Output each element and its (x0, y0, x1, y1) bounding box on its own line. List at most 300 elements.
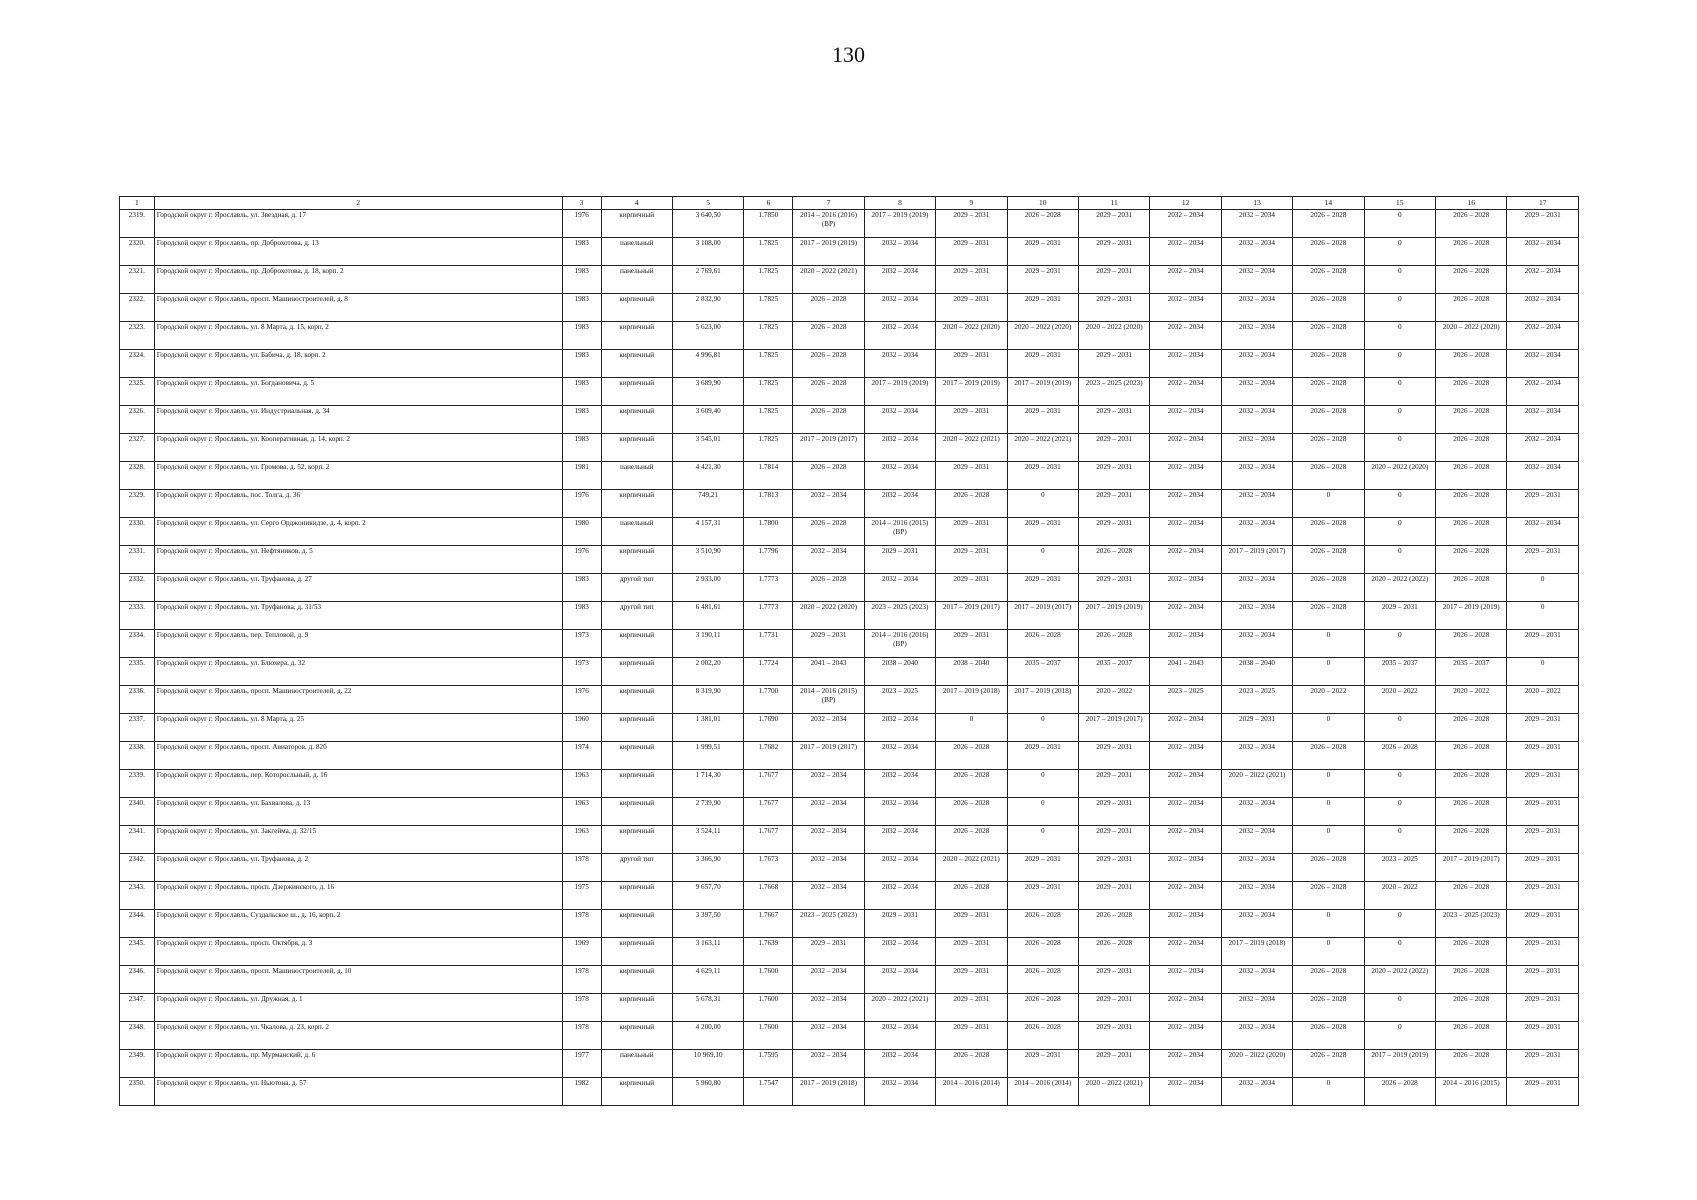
row-number-cell: 2342. (120, 854, 155, 882)
table-cell: 2032 – 2034 (1221, 966, 1292, 994)
address-cell: Городской округ г. Ярославль, ул. Серго Орджоникидзе, д. 4, корп. 2 (154, 518, 562, 546)
table-cell: кирпичный (601, 686, 672, 714)
table-cell: 2026 – 2028 (936, 798, 1007, 826)
row-number-cell: 2346. (120, 966, 155, 994)
table-cell: 5 678,31 (672, 994, 743, 1022)
table-cell: кирпичный (601, 742, 672, 770)
table-cell: 2032 – 2034 (1221, 238, 1292, 266)
table-cell: 2026 – 2028 (1436, 490, 1507, 518)
table-cell: 4 157,31 (672, 518, 743, 546)
table-cell: 2029 – 2031 (936, 350, 1007, 378)
table-cell: кирпичный (601, 490, 672, 518)
address-cell: Городской округ г. Ярославль, ул. Дружная, д. 1 (154, 994, 562, 1022)
table-cell: 2023 – 2025 (864, 686, 935, 714)
table-row (120, 378, 1579, 406)
table-cell: 6 481,61 (672, 602, 743, 630)
table-cell: 1983 (562, 434, 601, 462)
table-cell: 2032 – 2034 (793, 882, 864, 910)
table-row (120, 462, 1579, 490)
table-cell: 2032 – 2034 (1507, 406, 1579, 434)
table-cell: 2032 – 2034 (1221, 406, 1292, 434)
table-cell: 0 (1364, 546, 1435, 574)
table-cell: 2026 – 2028 (793, 378, 864, 406)
table-cell: 3 397,50 (672, 910, 743, 938)
table-cell: 2041 – 2043 (1150, 658, 1221, 686)
table-cell: 2014 – 2016 (2014) (1007, 1078, 1078, 1106)
table-cell: кирпичный (601, 1078, 672, 1106)
table-cell: 1978 (562, 910, 601, 938)
table-cell: 2020 – 2022 (1078, 686, 1149, 714)
table-cell: 2032 – 2034 (1150, 434, 1221, 462)
address-cell: Городской округ г. Ярославль, просп. Октября, д. 3 (154, 938, 562, 966)
table-cell: 2029 – 2031 (1078, 350, 1149, 378)
table-cell: 2026 – 2028 (1436, 882, 1507, 910)
table-cell: 0 (1364, 238, 1435, 266)
table-row (120, 1078, 1579, 1106)
table-cell: 2023 – 2025 (2023) (1436, 910, 1507, 938)
table-cell: другой тип (601, 854, 672, 882)
table-cell: 0 (1507, 602, 1579, 630)
table-cell: 1983 (562, 406, 601, 434)
table-row (120, 798, 1579, 826)
table-cell: 2032 – 2034 (1221, 462, 1292, 490)
table-cell: 1978 (562, 854, 601, 882)
table-cell: 3 366,90 (672, 854, 743, 882)
table-cell: 1977 (562, 1050, 601, 1078)
table-cell: 2032 – 2034 (1221, 210, 1292, 238)
table-cell: 1.7800 (744, 518, 793, 546)
table-cell: 2029 – 2031 (1078, 1022, 1149, 1050)
table-cell: 2026 – 2028 (936, 1050, 1007, 1078)
table-cell: 2029 – 2031 (1507, 1022, 1579, 1050)
table-cell: 2029 – 2031 (936, 546, 1007, 574)
table-cell: 2026 – 2028 (1293, 406, 1364, 434)
table-cell: 2032 – 2034 (1150, 378, 1221, 406)
table-cell: 2026 – 2028 (1436, 938, 1507, 966)
row-number-cell: 2320. (120, 238, 155, 266)
table-cell: 2029 – 2031 (1507, 770, 1579, 798)
address-cell: Городской округ г. Ярославль, ул. Индустриальная, д. 34 (154, 406, 562, 434)
table-cell: 2032 – 2034 (864, 1022, 935, 1050)
table-cell: 2026 – 2028 (1436, 266, 1507, 294)
table-cell: 0 (1007, 714, 1078, 742)
table-cell: 2029 – 2031 (1078, 434, 1149, 462)
row-number-cell: 2348. (120, 1022, 155, 1050)
table-cell: 2032 – 2034 (1150, 546, 1221, 574)
row-number-cell: 2336. (120, 686, 155, 714)
table-cell: 2032 – 2034 (1221, 742, 1292, 770)
table-cell: 2026 – 2028 (1293, 1050, 1364, 1078)
table-cell: 2026 – 2028 (793, 574, 864, 602)
table-cell: 2032 – 2034 (1507, 294, 1579, 322)
table-cell: 1978 (562, 966, 601, 994)
table-row (120, 406, 1579, 434)
table-body (120, 210, 1579, 1106)
table-cell: 2029 – 2031 (1507, 742, 1579, 770)
table-row (120, 294, 1579, 322)
table-cell: 2035 – 2037 (1436, 658, 1507, 686)
table-cell: 2032 – 2034 (864, 714, 935, 742)
table-cell: 2029 – 2031 (1007, 574, 1078, 602)
table-cell: 2020 – 2022 (2022) (1364, 574, 1435, 602)
table-cell: 2029 – 2031 (1007, 406, 1078, 434)
row-number-cell: 2347. (120, 994, 155, 1022)
table-cell: 2026 – 2028 (1436, 1022, 1507, 1050)
table-cell: 1.7724 (744, 658, 793, 686)
table-cell: 2014 – 2016 (2016) (ВР) (864, 630, 935, 658)
table-cell: 2029 – 2031 (1078, 742, 1149, 770)
table-cell: 2032 – 2034 (1221, 826, 1292, 854)
table-cell: 1.7677 (744, 770, 793, 798)
table-cell: 2032 – 2034 (793, 1022, 864, 1050)
table-cell: кирпичный (601, 434, 672, 462)
table-cell: 1 714,30 (672, 770, 743, 798)
table-cell: 1983 (562, 350, 601, 378)
table-cell: 2026 – 2028 (1007, 994, 1078, 1022)
table-cell: 2026 – 2028 (1436, 742, 1507, 770)
table-cell: 2020 – 2022 (2021) (936, 434, 1007, 462)
table-cell: 2032 – 2034 (864, 854, 935, 882)
table-cell: 1976 (562, 490, 601, 518)
table-cell: 0 (1293, 714, 1364, 742)
table-cell: 9 657,70 (672, 882, 743, 910)
table-cell: 10 969,10 (672, 1050, 743, 1078)
table-cell: 2032 – 2034 (1507, 378, 1579, 406)
table-cell: 2029 – 2031 (1507, 882, 1579, 910)
table-cell: 1.7825 (744, 406, 793, 434)
table-row (120, 490, 1579, 518)
table-row (120, 770, 1579, 798)
table-cell: 2032 – 2034 (1221, 266, 1292, 294)
table-cell: 2032 – 2034 (864, 1078, 935, 1106)
table-cell: 2032 – 2034 (793, 826, 864, 854)
table-cell: 1980 (562, 518, 601, 546)
table-cell: 1973 (562, 658, 601, 686)
table-cell: 2029 – 2031 (936, 266, 1007, 294)
table-cell: 0 (1364, 266, 1435, 294)
table-cell: 2032 – 2034 (864, 770, 935, 798)
table-cell: 2026 – 2028 (1436, 406, 1507, 434)
table-cell: 2026 – 2028 (1364, 742, 1435, 770)
table-cell: 1973 (562, 630, 601, 658)
table-cell: 2029 – 2031 (1507, 854, 1579, 882)
table-cell: 1.7677 (744, 798, 793, 826)
address-cell: Городской округ г. Ярославль, просп. Машиностроителей, д. 10 (154, 966, 562, 994)
table-cell: кирпичный (601, 910, 672, 938)
row-number-cell: 2334. (120, 630, 155, 658)
table-cell: 2017 – 2019 (2019) (864, 378, 935, 406)
table-cell: 1969 (562, 938, 601, 966)
table-cell: 2032 – 2034 (1150, 294, 1221, 322)
table-cell: 2026 – 2028 (1293, 854, 1364, 882)
table-cell: 2029 – 2031 (1078, 770, 1149, 798)
table-cell: 1.7825 (744, 378, 793, 406)
address-cell: Городской округ г. Ярославль, ул. Закгейма, д. 32/15 (154, 826, 562, 854)
table-cell: 2023 – 2025 (1150, 686, 1221, 714)
table-cell: 2 739,90 (672, 798, 743, 826)
table-cell: 2029 – 2031 (936, 210, 1007, 238)
table-cell: 2014 – 2016 (2014) (936, 1078, 1007, 1106)
address-cell: Городской округ г. Ярославль, ул. Звездная, д. 17 (154, 210, 562, 238)
table-cell: 2032 – 2034 (864, 462, 935, 490)
table-cell: кирпичный (601, 322, 672, 350)
table-cell: 2029 – 2031 (1078, 994, 1149, 1022)
table-cell: 4 200,00 (672, 1022, 743, 1050)
column-header-11: 11 (1078, 197, 1149, 210)
table-cell: 2029 – 2031 (1078, 882, 1149, 910)
table-cell: 2017 – 2019 (2017) (1007, 602, 1078, 630)
table-cell: 2029 – 2031 (1078, 294, 1149, 322)
table-cell: 2032 – 2034 (1221, 798, 1292, 826)
table-cell: 2029 – 2031 (1507, 938, 1579, 966)
table-cell: 2032 – 2034 (1150, 1078, 1221, 1106)
table-cell: 2032 – 2034 (864, 938, 935, 966)
table-cell: кирпичный (601, 658, 672, 686)
table-cell: 2029 – 2031 (1007, 266, 1078, 294)
table-cell: 1.7825 (744, 434, 793, 462)
table-cell: 2032 – 2034 (1150, 1050, 1221, 1078)
table-cell: 2026 – 2028 (1436, 826, 1507, 854)
table-cell: 2026 – 2028 (1007, 938, 1078, 966)
table-cell: 2032 – 2034 (864, 574, 935, 602)
table-cell: 1.7813 (744, 490, 793, 518)
table-cell: 0 (1364, 714, 1435, 742)
table-cell: 1983 (562, 378, 601, 406)
table-cell: кирпичный (601, 350, 672, 378)
table-row (120, 350, 1579, 378)
table-cell: 2032 – 2034 (793, 770, 864, 798)
row-number-cell: 2343. (120, 882, 155, 910)
table-cell: 2026 – 2028 (1007, 630, 1078, 658)
table-cell: 2026 – 2028 (1293, 574, 1364, 602)
table-cell: 2020 – 2022 (2021) (793, 266, 864, 294)
table-cell: 2029 – 2031 (936, 630, 1007, 658)
table-cell: кирпичный (601, 826, 672, 854)
table-cell: 2026 – 2028 (1436, 518, 1507, 546)
table-cell: 2032 – 2034 (1221, 490, 1292, 518)
row-number-cell: 2338. (120, 742, 155, 770)
table-cell: 2029 – 2031 (936, 406, 1007, 434)
table-cell: 2023 – 2025 (2023) (793, 910, 864, 938)
table-cell: 1983 (562, 602, 601, 630)
table-cell: 1983 (562, 574, 601, 602)
table-cell: 0 (1293, 630, 1364, 658)
table-cell: 2032 – 2034 (1221, 854, 1292, 882)
table-cell: 0 (1293, 658, 1364, 686)
table-cell: 2032 – 2034 (1507, 266, 1579, 294)
table-row (120, 210, 1579, 238)
table-cell: 2017 – 2019 (2019) (864, 210, 935, 238)
table-cell: кирпичный (601, 714, 672, 742)
table-row (120, 966, 1579, 994)
row-number-cell: 2324. (120, 350, 155, 378)
table-cell: 2026 – 2028 (1293, 266, 1364, 294)
table-cell: 1.7773 (744, 574, 793, 602)
table-cell: 2020 – 2022 (1436, 686, 1507, 714)
table-cell: 2029 – 2031 (1078, 210, 1149, 238)
table-cell: 2032 – 2034 (1221, 630, 1292, 658)
table-cell: кирпичный (601, 798, 672, 826)
table-cell: 2029 – 2031 (1507, 910, 1579, 938)
table-cell: 2032 – 2034 (793, 798, 864, 826)
table-cell: 1983 (562, 322, 601, 350)
table-cell: 2032 – 2034 (1150, 714, 1221, 742)
table-cell: 2029 – 2031 (1078, 266, 1149, 294)
table-cell: 2032 – 2034 (864, 1050, 935, 1078)
address-cell: Городской округ г. Ярославль, ул. Бахвалова, д. 13 (154, 798, 562, 826)
table-cell: 2014 – 2016 (2016) (ВР) (793, 210, 864, 238)
table-row (120, 266, 1579, 294)
table-cell: 2029 – 2031 (1078, 462, 1149, 490)
table-cell: 749,21 (672, 490, 743, 518)
row-number-cell: 2341. (120, 826, 155, 854)
table-cell: 2032 – 2034 (793, 714, 864, 742)
table-cell: 2029 – 2031 (864, 546, 935, 574)
table-cell: 2026 – 2028 (1436, 546, 1507, 574)
table-cell: 2029 – 2031 (936, 1022, 1007, 1050)
table-cell: 0 (1364, 518, 1435, 546)
table-cell: 2026 – 2028 (793, 462, 864, 490)
table-cell: 2026 – 2028 (1293, 966, 1364, 994)
table-cell: 2032 – 2034 (1507, 434, 1579, 462)
table-cell: 2026 – 2028 (1293, 210, 1364, 238)
table-cell: 2029 – 2031 (1078, 518, 1149, 546)
table-cell: 2029 – 2031 (1007, 238, 1078, 266)
column-header-1: 1 (120, 197, 155, 210)
table-cell: 2032 – 2034 (1221, 1078, 1292, 1106)
row-number-cell: 2329. (120, 490, 155, 518)
table-cell: 2026 – 2028 (1436, 434, 1507, 462)
table-cell: 1 999,51 (672, 742, 743, 770)
table-cell: 1.7677 (744, 826, 793, 854)
table-cell: 3 108,00 (672, 238, 743, 266)
table-cell: 2032 – 2034 (864, 294, 935, 322)
column-header-17: 17 (1507, 197, 1579, 210)
table-cell: 2029 – 2031 (1507, 490, 1579, 518)
table-cell: 2032 – 2034 (1221, 994, 1292, 1022)
address-cell: Городской округ г. Ярославль, ул. Громова, д. 52, корп. 2 (154, 462, 562, 490)
row-number-cell: 2321. (120, 266, 155, 294)
table-cell: 3 545,01 (672, 434, 743, 462)
table-cell: 2017 – 2019 (2019) (936, 378, 1007, 406)
table-cell: 0 (1364, 294, 1435, 322)
table-cell: 2032 – 2034 (1150, 266, 1221, 294)
table-cell: 2026 – 2028 (1436, 378, 1507, 406)
row-number-cell: 2349. (120, 1050, 155, 1078)
table-cell: 1976 (562, 546, 601, 574)
address-cell: Городской округ г. Ярославль, ул. Труфанова, д. 27 (154, 574, 562, 602)
table-cell: 4 996,81 (672, 350, 743, 378)
table-cell: 2 832,90 (672, 294, 743, 322)
row-number-cell: 2330. (120, 518, 155, 546)
table-cell: 1983 (562, 294, 601, 322)
table-cell: 1.7825 (744, 266, 793, 294)
row-number-cell: 2323. (120, 322, 155, 350)
table-cell: 2014 – 2016 (2015) (1436, 1078, 1507, 1106)
row-number-cell: 2322. (120, 294, 155, 322)
table-cell: 2020 – 2022 (2021) (864, 994, 935, 1022)
table-cell: 2017 – 2019 (2018) (793, 1078, 864, 1106)
table-cell: 1.7814 (744, 462, 793, 490)
table-cell: 2017 – 2019 (2017) (793, 434, 864, 462)
table-cell: кирпичный (601, 938, 672, 966)
table-cell: 3 689,90 (672, 378, 743, 406)
table-cell: 1.7773 (744, 602, 793, 630)
table-cell: 2032 – 2034 (1150, 462, 1221, 490)
table-cell: 2032 – 2034 (864, 742, 935, 770)
table-cell: 2026 – 2028 (1364, 1078, 1435, 1106)
table-cell: 2032 – 2034 (1221, 434, 1292, 462)
table-cell: 2026 – 2028 (1078, 938, 1149, 966)
table-row (120, 434, 1579, 462)
table-cell: 0 (1364, 994, 1435, 1022)
table-cell: 2017 – 2019 (2017) (1436, 854, 1507, 882)
table-cell: 2029 – 2031 (1507, 714, 1579, 742)
table-cell: 2029 – 2031 (936, 238, 1007, 266)
table-cell: 2029 – 2031 (1507, 1078, 1579, 1106)
table-cell: 0 (1364, 630, 1435, 658)
table-cell: 1983 (562, 238, 601, 266)
table-cell: 1 381,01 (672, 714, 743, 742)
table-cell: 2026 – 2028 (1293, 994, 1364, 1022)
table-cell: 2032 – 2034 (1221, 518, 1292, 546)
table-cell: 1.7600 (744, 966, 793, 994)
table-cell: 0 (1364, 406, 1435, 434)
table-cell: 2038 – 2040 (1221, 658, 1292, 686)
table-header (120, 197, 1579, 210)
address-cell: Городской округ г. Ярославль, просп. Авиаторов, д. 82б (154, 742, 562, 770)
table-cell: кирпичный (601, 294, 672, 322)
table-cell: 2023 – 2025 (2023) (864, 602, 935, 630)
table-cell: 2 769,61 (672, 266, 743, 294)
address-cell: Городской округ г. Ярославль, просп. Машиностроителей, д. 22 (154, 686, 562, 714)
table-cell: 2032 – 2034 (1150, 798, 1221, 826)
table-cell: 2032 – 2034 (1150, 854, 1221, 882)
table-cell: 2026 – 2028 (1078, 630, 1149, 658)
table-cell: 2029 – 2031 (936, 462, 1007, 490)
table-cell: кирпичный (601, 406, 672, 434)
table-cell: 2032 – 2034 (864, 882, 935, 910)
table-row (120, 1022, 1579, 1050)
table-cell: 2029 – 2031 (1007, 854, 1078, 882)
table-cell: 1981 (562, 462, 601, 490)
table-cell: 0 (1364, 434, 1435, 462)
table-cell: 2032 – 2034 (1507, 350, 1579, 378)
table-cell: 2029 – 2031 (936, 294, 1007, 322)
table-cell: 1963 (562, 798, 601, 826)
table-cell: 0 (1293, 798, 1364, 826)
table-cell: 2029 – 2031 (1078, 798, 1149, 826)
table-row (120, 238, 1579, 266)
table-cell: 3 510,90 (672, 546, 743, 574)
address-cell: Городской округ г. Ярославль, ул. 8 Марта, д. 25 (154, 714, 562, 742)
table-cell: 2029 – 2031 (1221, 714, 1292, 742)
table-cell: 2029 – 2031 (936, 994, 1007, 1022)
table-cell: 2026 – 2028 (793, 406, 864, 434)
table-cell: 2023 – 2025 (2023) (1078, 378, 1149, 406)
table-row (120, 714, 1579, 742)
table-cell: 2029 – 2031 (1078, 490, 1149, 518)
column-header-15: 15 (1364, 197, 1435, 210)
table-cell: 2026 – 2028 (1293, 602, 1364, 630)
table-cell: 2026 – 2028 (1293, 378, 1364, 406)
table-row (120, 910, 1579, 938)
table-cell: 2032 – 2034 (864, 322, 935, 350)
table-cell: 2020 – 2022 (2022) (1364, 966, 1435, 994)
table-cell: 2029 – 2031 (793, 630, 864, 658)
table-cell: 1.7639 (744, 938, 793, 966)
table-cell: 2020 – 2022 (1364, 686, 1435, 714)
